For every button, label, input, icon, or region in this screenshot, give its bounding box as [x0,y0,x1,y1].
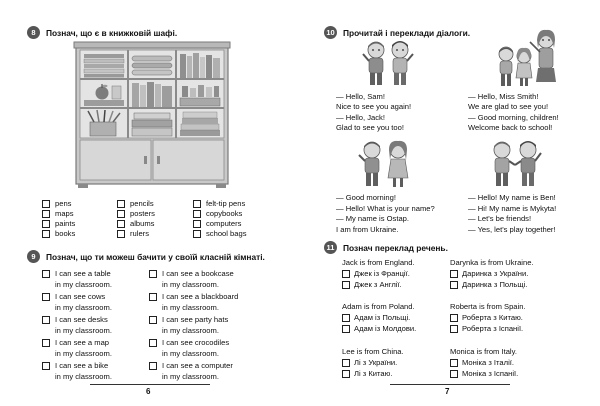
option-checkbox[interactable] [193,210,201,218]
exercise-8-instruction: Познач, що є в книжковій шафі. [46,27,178,38]
option-checkbox[interactable] [117,200,125,208]
exercise-9-header [27,250,265,263]
translation-option: Роберта з Іспанії. [462,324,524,333]
exercise-9-number: 9 [27,250,40,263]
statement-checkbox[interactable] [149,339,157,347]
option-checkbox[interactable] [193,230,201,238]
statement-checkbox[interactable] [149,362,157,370]
translation-checkbox[interactable] [450,281,458,289]
statement-line1: I can see a blackboard [162,292,239,301]
statement-line2: in my classroom. [162,303,219,312]
shelf-copybooks [180,112,220,136]
dialogue-1-line: Nice to see you again! [336,102,412,111]
statement-checkbox[interactable] [42,270,50,278]
sentence: Roberta is from Spain. [450,302,526,311]
boys-greeting-illustration [360,38,416,88]
sentence: Adam is from Poland. [342,302,415,311]
statement-checkbox[interactable] [42,339,50,347]
sentence: Lee is from China. [342,347,404,356]
statement-line2: in my classroom. [55,372,112,381]
statement-line1: I can see crocodiles [162,338,230,347]
sentence: Jack is from England. [342,258,415,267]
translation-checkbox[interactable] [342,359,350,367]
translation-checkbox[interactable] [450,314,458,322]
right-page [300,0,600,406]
dialogue-1-line: Glad to see you too! [336,123,404,132]
option-label: pens [55,199,72,208]
shelf-albums [132,113,172,136]
option-checkbox[interactable] [117,220,125,228]
translation-option: Даринка з України. [462,269,529,278]
page-number: 6 [146,387,151,396]
translation-checkbox[interactable] [450,359,458,367]
translation-option: Адам із Польщі. [354,313,411,322]
exercise-11-number: 11 [324,241,337,254]
statement-line1: I can see a table [55,269,111,278]
statement-checkbox[interactable] [149,293,157,301]
translation-option: Джек з Англії. [354,280,402,289]
dialogue-3-line: — Hello! What is your name? [336,204,435,213]
option-label: posters [130,209,155,218]
statement-line1: I can see a bike [55,361,109,370]
option-label: books [55,229,76,238]
exercise-8-header [27,26,177,39]
translation-checkbox[interactable] [342,314,350,322]
statement-line1: I can see cows [55,292,106,301]
statement-checkbox[interactable] [149,270,157,278]
two-boys-illustration [486,138,544,190]
teacher-children-illustration [492,28,562,90]
translation-option: Лі з Китаю. [354,369,393,378]
dialogue-4-line: — Hello! My name is Ben! [468,193,556,202]
exercise-9-instruction: Познач, що ти можеш бачити у своїй класній кімнаті. [46,251,265,262]
translation-checkbox[interactable] [450,325,458,333]
translation-option: Роберта з Китаю. [462,313,523,322]
shelf-posters [132,56,172,75]
shelf-paints [180,85,220,106]
option-checkbox[interactable] [117,210,125,218]
boy-girl-illustration [356,138,414,190]
dialogue-3-line: — My name is Ostap. [336,214,410,223]
dialogue-4-line: — Let's be friends! [468,214,532,223]
translation-checkbox[interactable] [342,281,350,289]
dialogue-2-line: Welcome back to school! [468,123,553,132]
statement-line1: I can see desks [55,315,108,324]
cabinet-door-left [80,140,151,180]
translation-checkbox[interactable] [450,370,458,378]
statement-line1: I can see a bookcase [162,269,234,278]
dialogue-3-line: — Good morning! [336,193,396,202]
dialogue-4-line: — Yes, let's play together! [468,225,556,234]
translation-option: Лі з України. [354,358,398,367]
option-label: felt-tip pens [206,199,246,208]
statement-line2: in my classroom. [162,326,219,335]
statement-line2: in my classroom. [55,326,112,335]
translation-checkbox[interactable] [342,325,350,333]
sentence: Monica is from Italy. [450,347,517,356]
translation-checkbox[interactable] [342,270,350,278]
dialogue-2-line: We are glad to see you! [468,102,549,111]
statement-line2: in my classroom. [55,349,112,358]
dialogue-4-line: — Hi! My name is Mykyta! [468,204,557,213]
statement-line1: I can see a computer [162,361,233,370]
option-label: computers [206,219,242,228]
bookcase-illustration [72,40,232,190]
footer-rule [390,384,510,385]
translation-checkbox[interactable] [342,370,350,378]
option-checkbox[interactable] [193,220,201,228]
statement-line2: in my classroom. [55,303,112,312]
cabinet-door-right [153,140,224,180]
dialogue-3-line: I am from Ukraine. [336,225,399,234]
footer-rule [90,384,210,385]
option-label: school bags [206,229,247,238]
option-label: rulers [130,229,149,238]
statement-checkbox[interactable] [149,316,157,324]
translation-option: Адам із Молдови. [354,324,417,333]
dialogue-1-line: — Hello, Sam! [336,92,385,101]
page-number: 7 [445,387,450,396]
dialogue-1-line: — Hello, Jack! [336,113,385,122]
statement-checkbox[interactable] [42,316,50,324]
statement-line2: in my classroom. [162,372,219,381]
exercise-11-instruction: Познач переклад речень. [343,242,448,253]
dialogue-2-line: — Good morning, children! [468,113,559,122]
option-checkbox[interactable] [42,200,50,208]
option-label: copybooks [206,209,243,218]
option-checkbox[interactable] [42,220,50,228]
exercise-8-number: 8 [27,26,40,39]
exercise-11-header [324,241,448,254]
sentence: Darynka is from Ukraine. [450,258,534,267]
statement-checkbox[interactable] [42,293,50,301]
option-checkbox[interactable] [193,200,201,208]
option-checkbox[interactable] [42,230,50,238]
option-label: maps [55,209,74,218]
exercise-10-number: 10 [324,26,337,39]
statement-line2: in my classroom. [55,280,112,289]
exercise-10-instruction: Прочитай і переклади діалоги. [343,27,471,38]
option-label: paints [55,219,76,228]
option-checkbox[interactable] [42,210,50,218]
translation-option: Моніка з Іспанії. [462,369,519,378]
translation-option: Моніка з Італії. [462,358,514,367]
option-checkbox[interactable] [117,230,125,238]
statement-line1: I can see party hats [162,315,229,324]
translation-option: Джек із Франції. [354,269,410,278]
translation-checkbox[interactable] [450,270,458,278]
statement-line2: in my classroom. [162,349,219,358]
translation-option: Даринка з Польщі. [462,280,528,289]
statement-line2: in my classroom. [162,280,219,289]
option-label: albums [130,219,155,228]
statement-line1: I can see a map [55,338,110,347]
dialogue-2-line: — Hello, Miss Smith! [468,92,539,101]
option-label: pencils [130,199,154,208]
statement-checkbox[interactable] [42,362,50,370]
